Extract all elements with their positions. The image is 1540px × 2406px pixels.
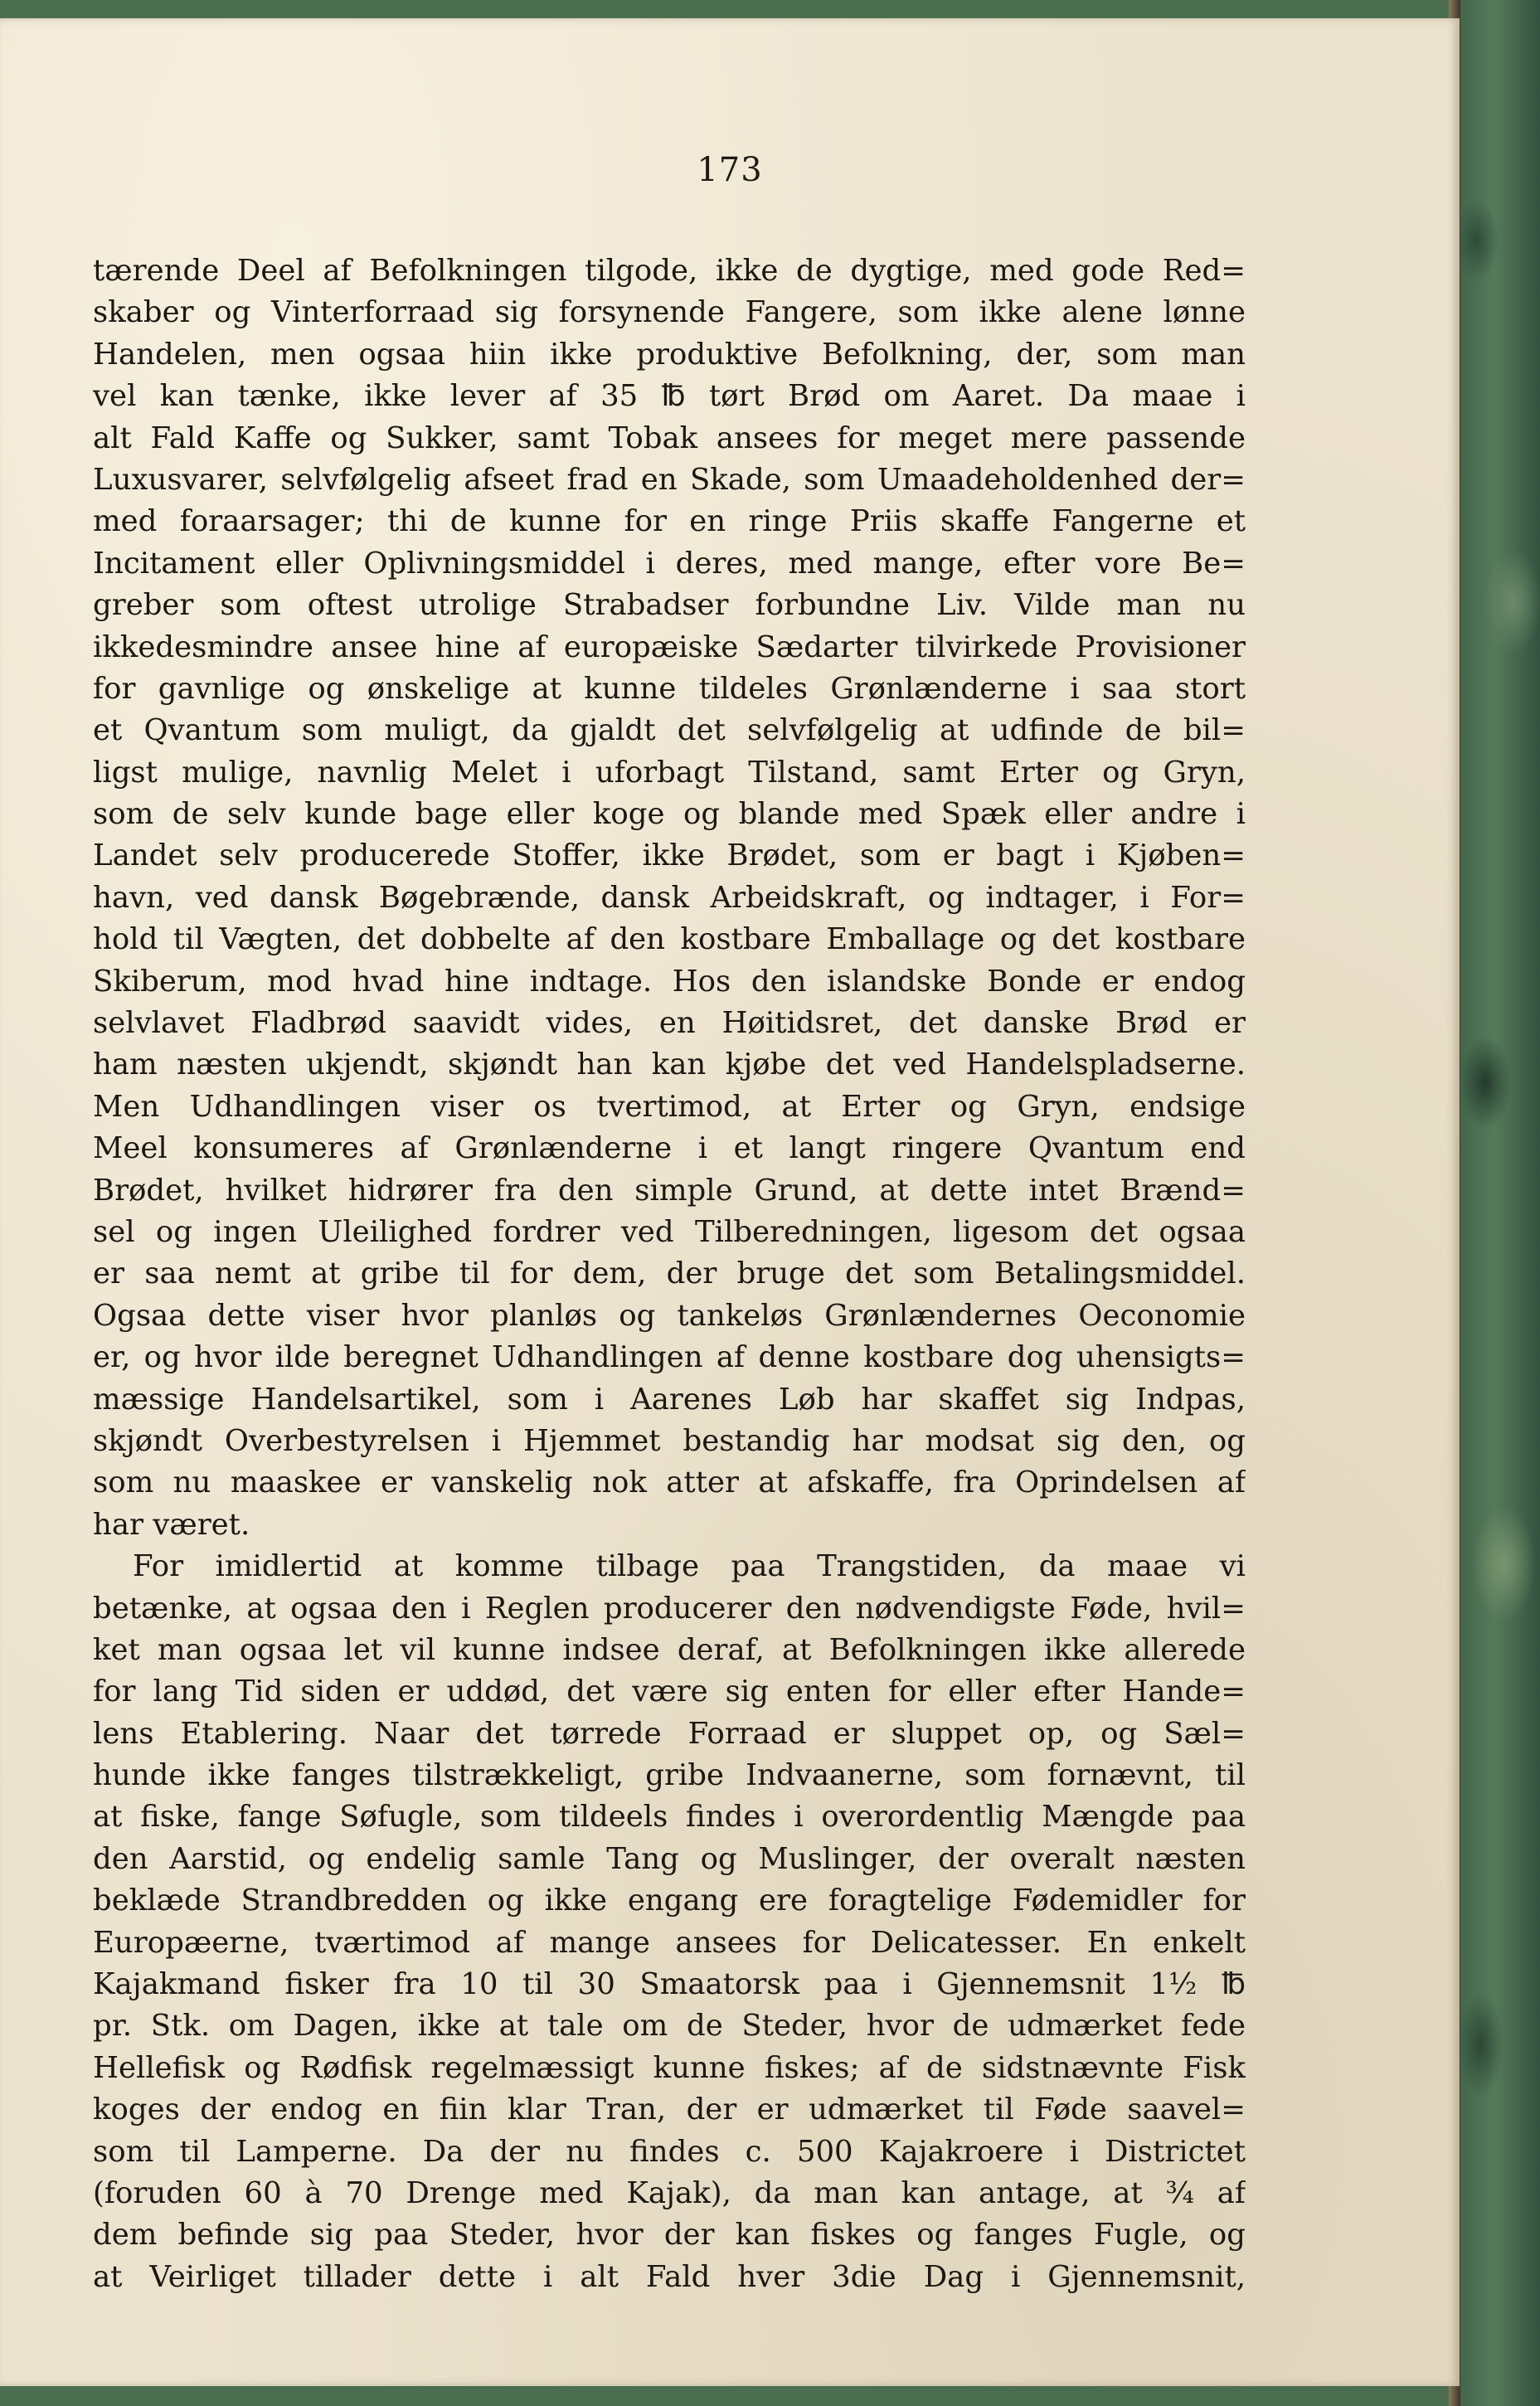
text-line: Meel konsumeres af Grønlænderne i et langt ringere Qvantum end (93, 1131, 1246, 1166)
text-line: koges der endog en fiin klar Tran, der er udmærket til Føde saavel= (93, 2092, 1246, 2127)
text-line: sel og ingen Uleilighed fordrer ved Tilberedningen, ligesom det ogsaa (93, 1214, 1246, 1249)
text-line: Skiberum, mod hvad hine indtage. Hos den islandske Bonde er endog (93, 964, 1246, 999)
book-page (0, 18, 1460, 2386)
text-line: (foruden 60 à 70 Drenge med Kajak), da man kan antage, at ¾ af (93, 2175, 1246, 2210)
text-line: Europæerne, tværtimod af mange ansees for Delicatesser. En enkelt (93, 1925, 1246, 1960)
text-line: tærende Deel af Befolkningen tilgode, ikke de dygtige, med gode Red= (93, 254, 1246, 288)
text-line: For imidlertid at komme tilbage paa Trangstiden, da maae vi (133, 1549, 1246, 1584)
text-line: den Aarstid, og endelig samle Tang og Muslinger, der overalt næsten (93, 1841, 1246, 1876)
text-line: selvlavet Fladbrød saavidt vides, en Høitidsret, det danske Brød er (93, 1006, 1246, 1041)
text-line: som de selv kunde bage eller koge og blande med Spæk eller andre i (93, 797, 1246, 832)
text-line: Ogsaa dette viser hvor planløs og tankeløs Grønlændernes Oeconomie (93, 1298, 1246, 1333)
text-line: ham næsten ukjendt, skjøndt han kan kjøbe det ved Handelspladserne. (93, 1047, 1246, 1082)
page-number: 173 (697, 151, 763, 189)
text-line: for gavnlige og ønskelige at kunne tildeles Grønlænderne i saa stort (93, 671, 1246, 706)
text-line: beklæde Strandbredden og ikke engang ere foragtelige Fødemidler for (93, 1883, 1246, 1918)
text-line: dem befinde sig paa Steder, hvor der kan fiskes og fanges Fugle, og (93, 2218, 1246, 2253)
text-line: Incitament eller Oplivningsmiddel i deres, med mange, efter vore Be= (93, 546, 1246, 581)
text-line: som til Lamperne. Da der nu findes c. 500 Kajakroere i Districtet (93, 2134, 1246, 2169)
text-line: med foraarsager; thi de kunne for en ringe Priis skaffe Fangerne et (93, 504, 1246, 539)
text-line: ket man ogsaa let vil kunne indsee deraf, at Befolkningen ikke allerede (93, 1632, 1246, 1667)
text-line: ligst mulige, navnlig Melet i uforbagt Tilstand, samt Erter og Gryn, (93, 755, 1246, 790)
text-line: er, og hvor ilde beregnet Udhandlingen af denne kostbare dog uhensigts= (93, 1340, 1246, 1375)
text-line: Brødet, hvilket hidrører fra den simple Grund, at dette intet Brænd= (93, 1173, 1246, 1208)
text-line: at Veirliget tillader dette i alt Fald hver 3die Dag i Gjennemsnit, (93, 2259, 1246, 2294)
text-line: betænke, at ogsaa den i Reglen producerer den nødvendigste Føde, hvil= (93, 1591, 1246, 1626)
text-line: Hellefisk og Rødfisk regelmæssigt kunne fiskes; af de sidstnævnte Fisk (93, 2050, 1246, 2085)
text-line: hunde ikke fanges tilstrækkeligt, gribe Indvaanerne, som fornævnt, til (93, 1758, 1246, 1793)
text-line: vel kan tænke, ikke lever af 35 ℔ tørt Brød om Aaret. Da maae i (93, 379, 1246, 414)
text-line: skjøndt Overbestyrelsen i Hjemmet bestandig har modsat sig den, og (93, 1423, 1246, 1458)
text-line: pr. Stk. om Dagen, ikke at tale om de Steder, hvor de udmærket fede (93, 2009, 1246, 2044)
paragraph-2 (93, 1546, 1246, 2298)
text-line: greber som oftest utrolige Strabadser forbundne Liv. Vilde man nu (93, 588, 1246, 623)
text-line: for lang Tid siden er uddød, det være sig enten for eller efter Hande= (93, 1674, 1246, 1709)
text-line: et Qvantum som muligt, da gjaldt det selvfølgelig at udfinde de bil= (93, 713, 1246, 748)
text-line: Landet selv producerede Stoffer, ikke Brødet, som er bagt i Kjøben= (93, 838, 1246, 873)
text-line: hold til Vægten, det dobbelte af den kostbare Emballage og det kostbare (93, 922, 1246, 957)
text-line: Men Udhandlingen viser os tvertimod, at Erter og Gryn, endsige (93, 1089, 1246, 1124)
body-text (93, 250, 1246, 2298)
text-line: Luxusvarer, selvfølgelig afseet frad en Skade, som Umaadeholdenhed der= (93, 462, 1246, 497)
text-line: Handelen, men ogsaa hiin ikke produktive Befolkning, der, som man (93, 337, 1246, 372)
text-line: er saa nemt at gribe til for dem, der bruge det som Betalingsmiddel. (93, 1256, 1246, 1291)
book-cover-edge (1449, 0, 1540, 2406)
text-line: at fiske, fange Søfugle, som tildeels findes i overordentlig Mængde paa (93, 1800, 1246, 1835)
text-line: alt Fald Kaffe og Sukker, samt Tobak ansees for meget mere passende (93, 420, 1246, 455)
text-line: lens Etablering. Naar det tørrede Forraad er sluppet op, og Sæl= (93, 1716, 1246, 1751)
text-line: har været. (93, 1507, 250, 1542)
text-line: Kajakmand fisker fra 10 til 30 Smaatorsk paa i Gjennemsnit 1½ ℔ (93, 1967, 1246, 2002)
text-line: som nu maaskee er vanskelig nok atter at afskaffe, fra Oprindelsen af (93, 1465, 1246, 1500)
text-line: havn, ved dansk Bøgebrænde, dansk Arbeidskraft, og indtager, i For= (93, 880, 1246, 915)
text-line: skaber og Vinterforraad sig forsynende Fangere, som ikke alene lønne (93, 295, 1246, 330)
text-line: mæssige Handelsartikel, som i Aarenes Løb har skaffet sig Indpas, (93, 1382, 1246, 1417)
text-line: ikkedesmindre ansee hine af europæiske Sædarter tilvirkede Provisioner (93, 629, 1246, 664)
paragraph-1 (93, 250, 1246, 1546)
